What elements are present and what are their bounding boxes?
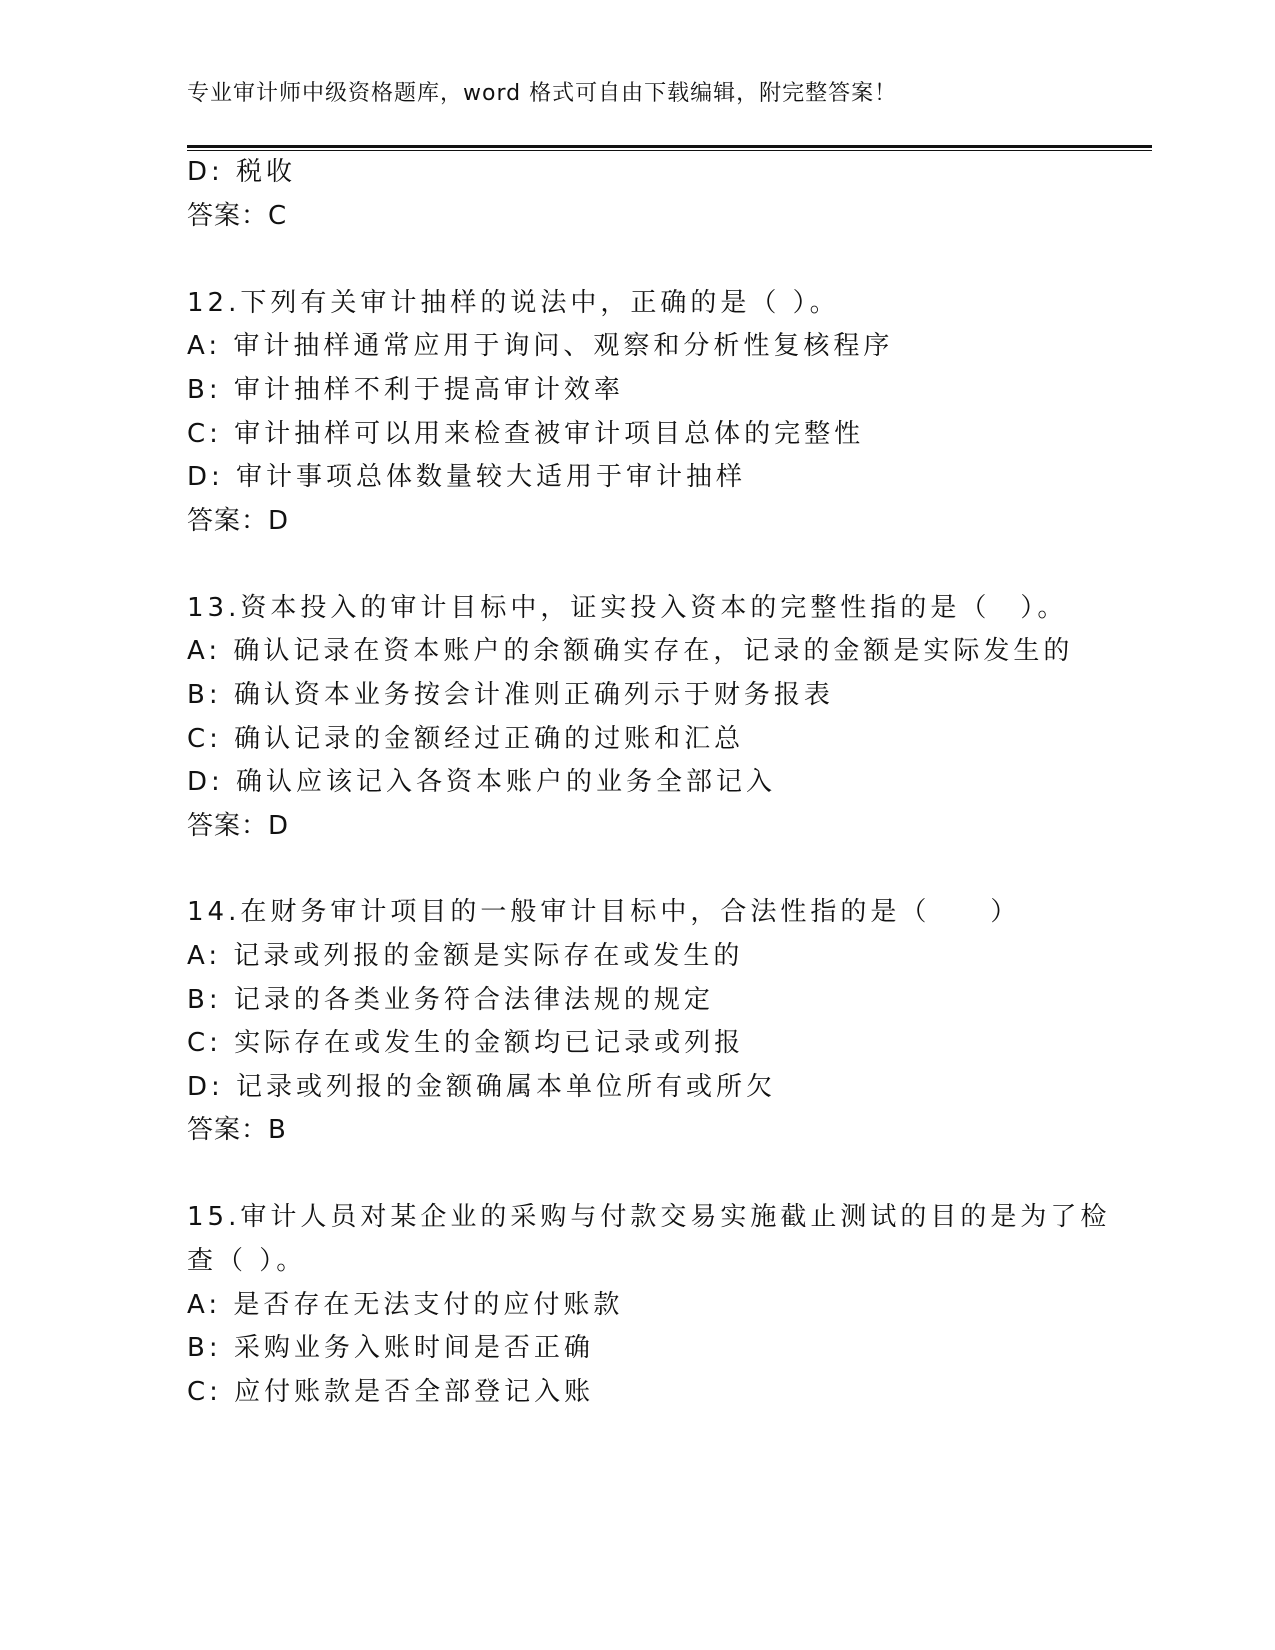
q13-option-d: D: 确认应该记入各资本账户的业务全部记入	[187, 767, 777, 797]
page-header: 专业审计师中级资格题库，word 格式可自由下载编辑，附完整答案！	[187, 81, 898, 106]
q14-stem: 14.在财务审计项目的一般审计目标中，合法性指的是（ ）	[187, 897, 1021, 927]
q13-option-c: C: 确认记录的金额经过正确的过账和汇总	[187, 724, 745, 754]
q12-stem: 12.下列有关审计抽样的说法中，正确的是（ ）。	[187, 288, 840, 318]
q12-option-c: C: 审计抽样可以用来检查被审计项目总体的完整性	[187, 419, 865, 449]
q13-stem: 13.资本投入的审计目标中，证实投入资本的完整性指的是（ ）。	[187, 593, 1068, 623]
q14-option-b: B: 记录的各类业务符合法律法规的规定	[187, 985, 714, 1015]
q15-option-a: A: 是否存在无法支付的应付账款	[187, 1290, 624, 1320]
q12-option-a: A: 审计抽样通常应用于询问、观察和分析性复核程序	[187, 331, 894, 361]
q15-option-c: C: 应付账款是否全部登记入账	[187, 1377, 595, 1407]
q13-option-a: A: 确认记录在资本账户的余额确实存在，记录的金额是实际发生的	[187, 636, 1074, 666]
q15-stem-line1: 15.审计人员对某企业的采购与付款交易实施截止测试的目的是为了检	[187, 1202, 1111, 1232]
q14-answer: 答案：B	[187, 1115, 287, 1145]
q14-option-a: A: 记录或列报的金额是实际存在或发生的	[187, 941, 744, 971]
header-divider-thin	[187, 150, 1152, 151]
q13-option-b: B: 确认资本业务按会计准则正确列示于财务报表	[187, 680, 834, 710]
q13-answer: 答案：D	[187, 811, 290, 841]
q12-option-d: D: 审计事项总体数量较大适用于审计抽样	[187, 462, 747, 492]
q12-option-b: B: 审计抽样不利于提高审计效率	[187, 375, 624, 405]
q15-option-b: B: 采购业务入账时间是否正确	[187, 1333, 594, 1363]
q14-option-d: D: 记录或列报的金额确属本单位所有或所欠	[187, 1072, 777, 1102]
q14-option-c: C: 实际存在或发生的金额均已记录或列报	[187, 1028, 745, 1058]
q15-stem-line2: 查（ ）。	[187, 1246, 307, 1276]
header-divider	[187, 145, 1152, 148]
prev-answer: 答案：C	[187, 201, 288, 231]
q12-answer: 答案：D	[187, 506, 290, 536]
prev-option-d: D: 税收	[187, 157, 297, 187]
